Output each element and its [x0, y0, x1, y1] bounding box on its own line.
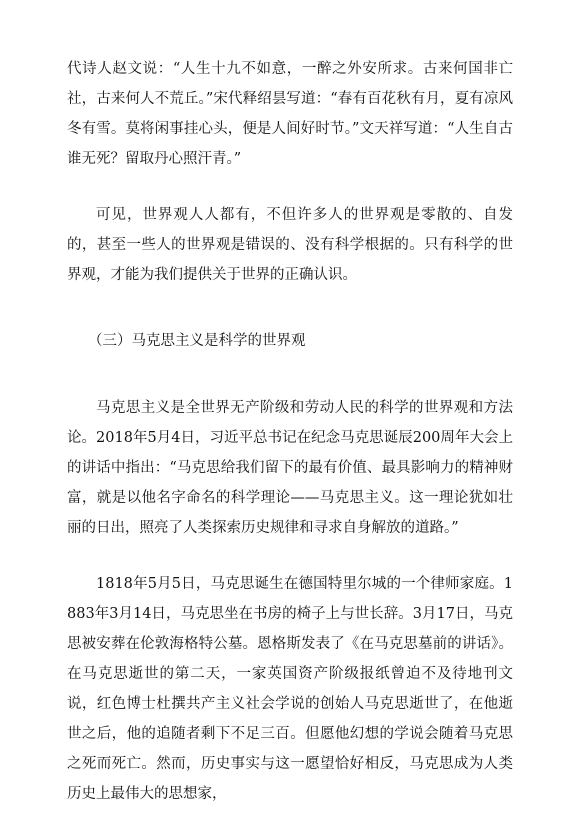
- section-heading: （三）马克思主义是科学的世界观: [88, 333, 306, 349]
- paragraph-marx-biography: 1818年5月5日，马克思诞生在德国特里尔城的一个律师家庭。1883年3月14日，马克思坐在书房的椅子上与世长辞。3月17日，马克思被安葬在伦敦海格特公墓。恩格斯发表了《在马克思墓前的讲话》。在马克思逝世的第二天，一家英国资产阶级报纸曾迫不及待地刊文说，红色博士杜撰共产主义社会学说的创始人马克思逝世了，在他逝世之后，他的追随者剩下不足三百。但愿他幻想的学说会随着马克思之死而死亡。然而，历史事实与这一愿望恰好相反，马克思成为人类历史上最伟大的思想家，: [67, 576, 513, 802]
- paragraph-worldview-conclusion: 可见，世界观人人都有，不但许多人的世界观是零散的、自发的，甚至一些人的世界观是错误的、没有科学根据的。只有科学的世界观，才能为我们提供关于世界的正确认识。: [67, 207, 513, 283]
- paragraph-marxism-definition: 马克思主义是全世界无产阶级和劳动人民的科学的世界观和方法论。2018年5月4日，习近平总书记在纪念马克思诞辰200周年大会上的讲话中指出：“马克思给我们留下的最有价值、最具影响力的精神财富，就是以他名字命名的科学理论——马克思主义。这一理论犹如壮丽的日出，照亮了人类探索历史规律和寻求自身解放的道路。”: [67, 400, 513, 536]
- paragraph-poetry-quotes: 代诗人赵文说：“人生十九不如意，一醉之外安所求。古来何国非亡社，古来何人不荒丘。”宋代释绍昙写道：“春有百花秋有月，夏有凉风冬有雪。莫将闲事挂心头，便是人间好时节。”文天祥写道：“人生自古谁无死？留取丹心照汗青。”: [67, 61, 513, 167]
